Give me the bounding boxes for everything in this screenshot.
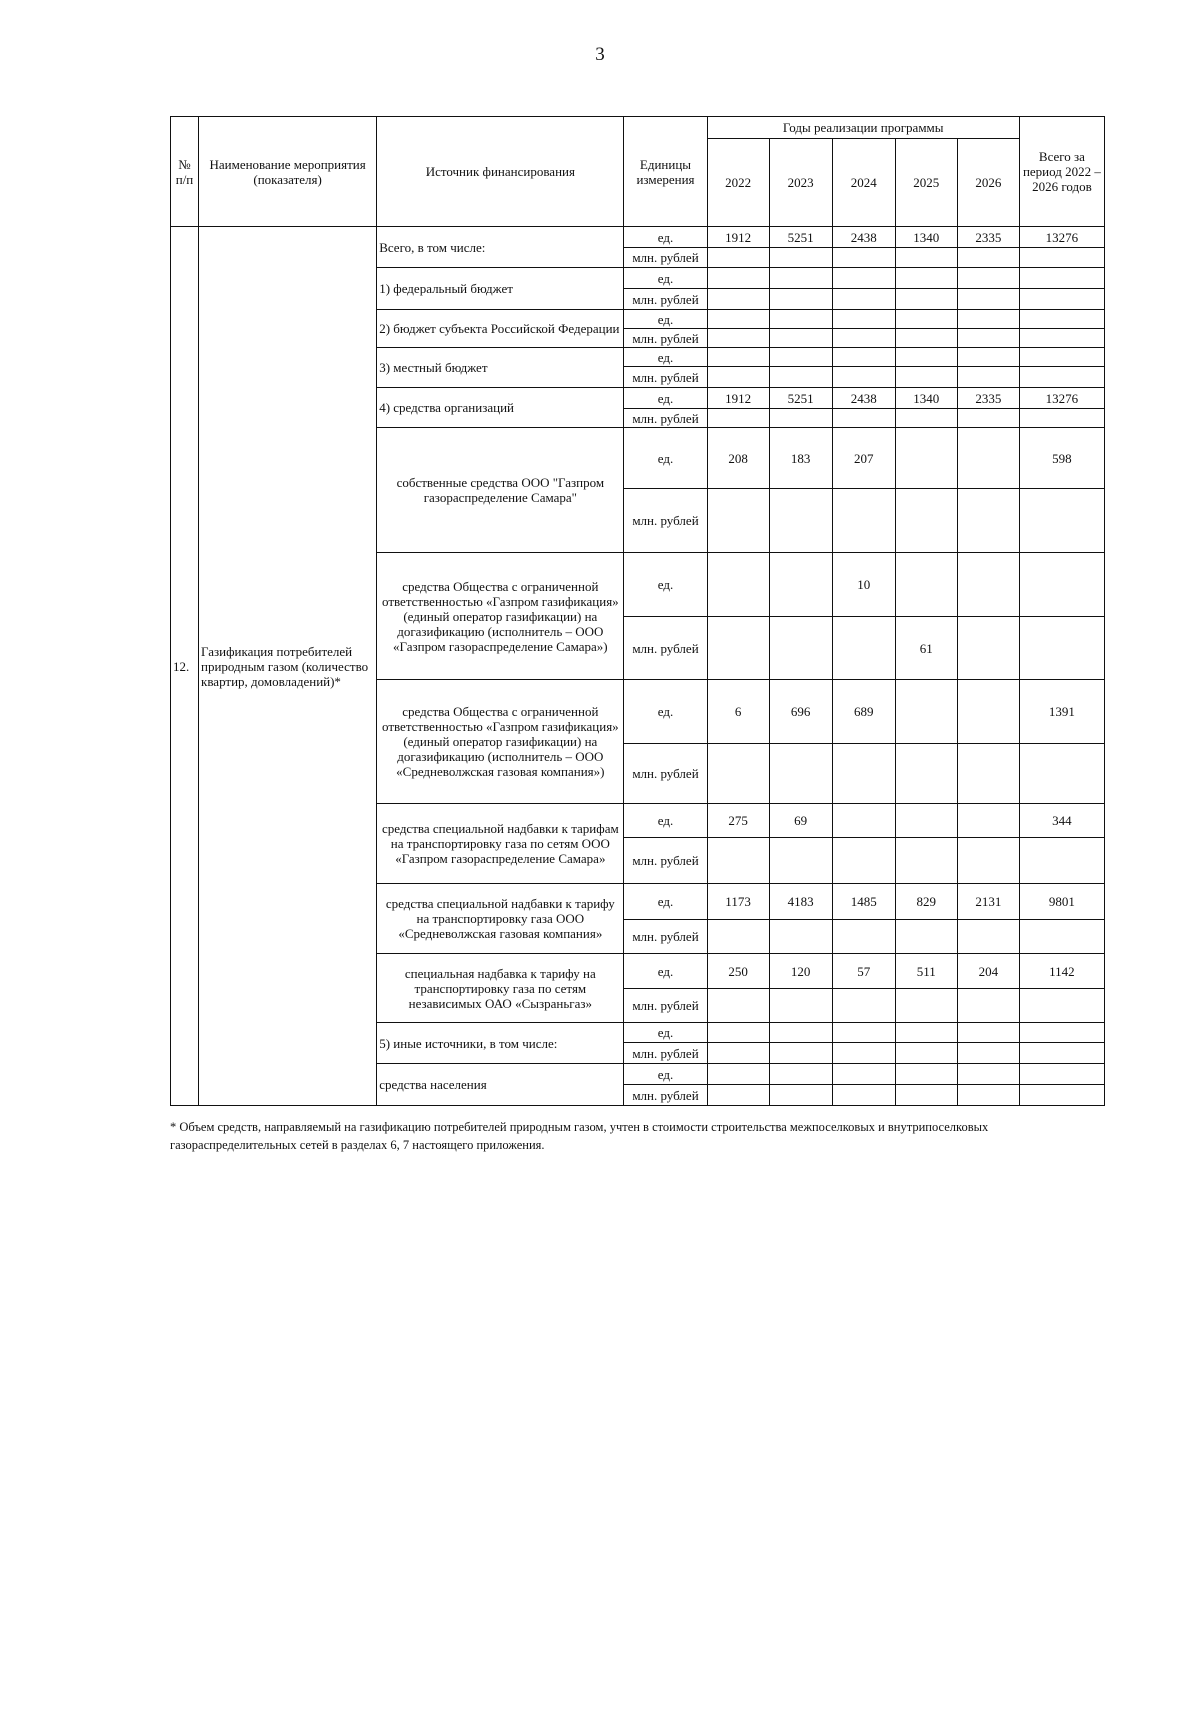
value-ed-2023: 5251 [769,227,832,248]
value-mln-2022 [707,248,769,268]
unit-mln: млн. рублей [624,367,707,388]
value-ed-2023: 69 [769,804,832,838]
unit-mln: млн. рублей [624,920,707,954]
value-mln-2025 [895,989,957,1023]
value-mln-2025 [895,744,957,804]
value-mln-2024 [832,329,895,348]
value-mln-2024 [832,409,895,428]
source-label: 5) иные источники, в том числе: [377,1023,624,1064]
unit-mln: млн. рублей [624,409,707,428]
value-ed-2024: 57 [832,954,895,989]
value-ed-2022 [707,1023,769,1043]
unit-ed: ед. [624,227,707,248]
value-mln-total [1019,289,1104,310]
header-year-2023: 2023 [769,139,832,227]
value-mln-2026 [957,248,1019,268]
value-mln-2022 [707,617,769,680]
value-mln-2022 [707,744,769,804]
header-source: Источник финансирования [377,117,624,227]
value-ed-2026 [957,268,1019,289]
value-mln-total [1019,744,1104,804]
value-mln-2026 [957,920,1019,954]
value-ed-2023 [769,553,832,617]
value-mln-2024 [832,248,895,268]
value-ed-2025: 829 [895,884,957,920]
value-ed-total: 13276 [1019,227,1104,248]
value-ed-2022 [707,348,769,367]
value-mln-2023 [769,989,832,1023]
unit-ed: ед. [624,553,707,617]
value-ed-2026 [957,1023,1019,1043]
value-ed-total: 13276 [1019,388,1104,409]
value-mln-total [1019,367,1104,388]
value-mln-total [1019,1085,1104,1106]
value-ed-total: 344 [1019,804,1104,838]
value-ed-2025: 1340 [895,227,957,248]
value-ed-2026 [957,428,1019,489]
value-mln-total [1019,329,1104,348]
value-mln-total [1019,617,1104,680]
value-mln-2022 [707,329,769,348]
value-ed-2025 [895,1064,957,1085]
value-mln-2025 [895,367,957,388]
source-label: Всего, в том числе: [377,227,624,268]
unit-ed: ед. [624,1064,707,1085]
value-ed-2023: 4183 [769,884,832,920]
source-label: средства Общества с ограниченной ответственностью «Газпром газификация» (единый оператор газификации) на догазификацию (исполнитель – ООО «Газпром газораспределение Самара») [377,553,624,680]
value-ed-2022 [707,553,769,617]
value-mln-2026 [957,989,1019,1023]
footnote: * Объем средств, направляемый на газификацию потребителей природным газом, учтен в стоимости строительства межпоселковых и внутрипоселковых газораспределительных сетей в разделах 6, 7 настоящего приложения. [170,1120,989,1152]
value-mln-2026 [957,838,1019,884]
value-ed-total [1019,268,1104,289]
value-ed-2022: 250 [707,954,769,989]
value-ed-2025 [895,268,957,289]
value-mln-2025 [895,329,957,348]
value-ed-2022: 6 [707,680,769,744]
header-num: № п/п [171,117,199,227]
source-label: специальная надбавка к тарифу на транспортировку газа по сетям независимых ОАО «Сызраньгаз» [377,954,624,1023]
value-mln-2025: 61 [895,617,957,680]
header-year-2022: 2022 [707,139,769,227]
value-mln-2022 [707,920,769,954]
value-mln-2024 [832,920,895,954]
value-mln-2024 [832,989,895,1023]
item-number: 12. [171,227,199,1106]
value-ed-2022: 1173 [707,884,769,920]
value-ed-2025 [895,804,957,838]
source-label: 4) средства организаций [377,388,624,428]
value-ed-total: 9801 [1019,884,1104,920]
value-ed-2024: 1485 [832,884,895,920]
value-mln-total [1019,920,1104,954]
value-mln-2022 [707,989,769,1023]
value-mln-2026 [957,489,1019,553]
unit-ed: ед. [624,680,707,744]
value-ed-2022: 275 [707,804,769,838]
unit-mln: млн. рублей [624,329,707,348]
value-ed-2023: 183 [769,428,832,489]
value-mln-total [1019,989,1104,1023]
value-mln-total [1019,489,1104,553]
value-mln-2022 [707,838,769,884]
value-mln-2023 [769,329,832,348]
value-ed-2025 [895,1023,957,1043]
value-mln-2025 [895,838,957,884]
value-ed-2026 [957,310,1019,329]
value-mln-total [1019,409,1104,428]
value-ed-2023 [769,268,832,289]
gasification-table [170,116,1105,1106]
value-ed-2024: 2438 [832,388,895,409]
page-number: 3 [595,44,605,65]
value-mln-2023 [769,248,832,268]
header-year-2026: 2026 [957,139,1019,227]
value-mln-2023 [769,1085,832,1106]
value-mln-2026 [957,289,1019,310]
value-ed-total: 1391 [1019,680,1104,744]
value-mln-2025 [895,409,957,428]
value-ed-2024: 207 [832,428,895,489]
value-mln-2023 [769,409,832,428]
value-ed-2023 [769,348,832,367]
value-mln-2023 [769,617,832,680]
value-ed-2026 [957,553,1019,617]
unit-ed: ед. [624,1023,707,1043]
value-mln-2023 [769,838,832,884]
source-label: средства специальной надбавки к тарифу на транспортировку газа ООО «Средневолжская газовая компания» [377,884,624,954]
value-ed-2023: 696 [769,680,832,744]
source-label: 1) федеральный бюджет [377,268,624,310]
value-mln-2023 [769,367,832,388]
value-mln-2024 [832,617,895,680]
item-name: Газификация потребителей природным газом (количество квартир, домовладений)* [199,227,377,1106]
value-ed-2023 [769,1023,832,1043]
value-mln-2025 [895,248,957,268]
value-ed-total [1019,310,1104,329]
value-mln-2025 [895,920,957,954]
value-ed-2022: 1912 [707,388,769,409]
value-mln-2024 [832,1085,895,1106]
value-ed-2024 [832,268,895,289]
unit-mln: млн. рублей [624,248,707,268]
unit-ed: ед. [624,268,707,289]
value-mln-2026 [957,744,1019,804]
source-label: средства Общества с ограниченной ответственностью «Газпром газификация» (единый оператор газификации) на догазификацию (исполнитель – ООО «Средневолжская газовая компания») [377,680,624,804]
value-ed-2023 [769,310,832,329]
value-ed-2025: 1340 [895,388,957,409]
value-ed-2025 [895,680,957,744]
value-ed-2022: 208 [707,428,769,489]
value-mln-2025 [895,1043,957,1064]
value-mln-2026 [957,367,1019,388]
unit-mln: млн. рублей [624,989,707,1023]
header-year-2025: 2025 [895,139,957,227]
header-units: Единицы измерения [624,117,707,227]
value-ed-2025 [895,348,957,367]
unit-mln: млн. рублей [624,838,707,884]
value-ed-2022 [707,268,769,289]
value-ed-2024 [832,348,895,367]
value-mln-2026 [957,1085,1019,1106]
value-ed-total [1019,348,1104,367]
table-row [171,227,1105,248]
source-label: средства специальной надбавки к тарифам на транспортировку газа по сетям ООО «Газпром газораспределение Самара» [377,804,624,884]
value-ed-2024 [832,1023,895,1043]
value-mln-2024 [832,838,895,884]
header-name: Наименование мероприятия (показателя) [199,117,377,227]
source-label: 2) бюджет субъекта Российской Федерации [377,310,624,348]
value-ed-2026: 204 [957,954,1019,989]
header-total: Всего за период 2022 – 2026 годов [1019,117,1104,227]
unit-ed: ед. [624,348,707,367]
value-ed-2025 [895,310,957,329]
unit-ed: ед. [624,310,707,329]
value-ed-2025: 511 [895,954,957,989]
value-mln-2026 [957,409,1019,428]
value-mln-2022 [707,289,769,310]
value-ed-2023: 5251 [769,388,832,409]
value-ed-2026: 2131 [957,884,1019,920]
header-years-group: Годы реализации программы [707,117,1019,139]
unit-ed: ед. [624,428,707,489]
unit-ed: ед. [624,388,707,409]
value-mln-2022 [707,1043,769,1064]
value-ed-2026 [957,348,1019,367]
value-ed-total [1019,553,1104,617]
value-ed-2025 [895,553,957,617]
unit-mln: млн. рублей [624,617,707,680]
value-ed-2024: 2438 [832,227,895,248]
value-mln-2023 [769,1043,832,1064]
source-label: средства населения [377,1064,624,1106]
value-mln-2024 [832,489,895,553]
value-mln-2024 [832,744,895,804]
unit-mln: млн. рублей [624,289,707,310]
value-mln-2023 [769,289,832,310]
value-ed-2022 [707,310,769,329]
value-mln-2024 [832,1043,895,1064]
value-mln-2026 [957,617,1019,680]
unit-ed: ед. [624,804,707,838]
value-mln-2024 [832,367,895,388]
value-ed-2022 [707,1064,769,1085]
value-mln-2025 [895,289,957,310]
unit-ed: ед. [624,884,707,920]
value-ed-2024: 10 [832,553,895,617]
value-mln-2025 [895,1085,957,1106]
value-ed-2024: 689 [832,680,895,744]
value-mln-2023 [769,489,832,553]
value-ed-2023: 120 [769,954,832,989]
unit-mln: млн. рублей [624,1085,707,1106]
value-ed-total: 1142 [1019,954,1104,989]
value-ed-2025 [895,428,957,489]
value-mln-2023 [769,920,832,954]
value-mln-total [1019,838,1104,884]
value-ed-2023 [769,1064,832,1085]
value-ed-2026 [957,1064,1019,1085]
value-ed-2026 [957,680,1019,744]
value-mln-2022 [707,367,769,388]
value-ed-total [1019,1064,1104,1085]
value-ed-total [1019,1023,1104,1043]
source-label: собственные средства ООО "Газпром газораспределение Самара" [377,428,624,553]
header-year-2024: 2024 [832,139,895,227]
value-mln-2024 [832,289,895,310]
value-mln-2026 [957,1043,1019,1064]
unit-mln: млн. рублей [624,1043,707,1064]
value-mln-total [1019,248,1104,268]
value-ed-2026 [957,804,1019,838]
value-mln-2023 [769,744,832,804]
value-mln-2022 [707,1085,769,1106]
value-ed-total: 598 [1019,428,1104,489]
value-ed-2024 [832,310,895,329]
unit-mln: млн. рублей [624,744,707,804]
unit-mln: млн. рублей [624,489,707,553]
unit-ed: ед. [624,954,707,989]
value-mln-2025 [895,489,957,553]
value-ed-2024 [832,1064,895,1085]
value-mln-2022 [707,409,769,428]
value-ed-2026: 2335 [957,227,1019,248]
value-ed-2026: 2335 [957,388,1019,409]
value-mln-total [1019,1043,1104,1064]
source-label: 3) местный бюджет [377,348,624,388]
value-mln-2026 [957,329,1019,348]
value-mln-2022 [707,489,769,553]
value-ed-2022: 1912 [707,227,769,248]
value-ed-2024 [832,804,895,838]
